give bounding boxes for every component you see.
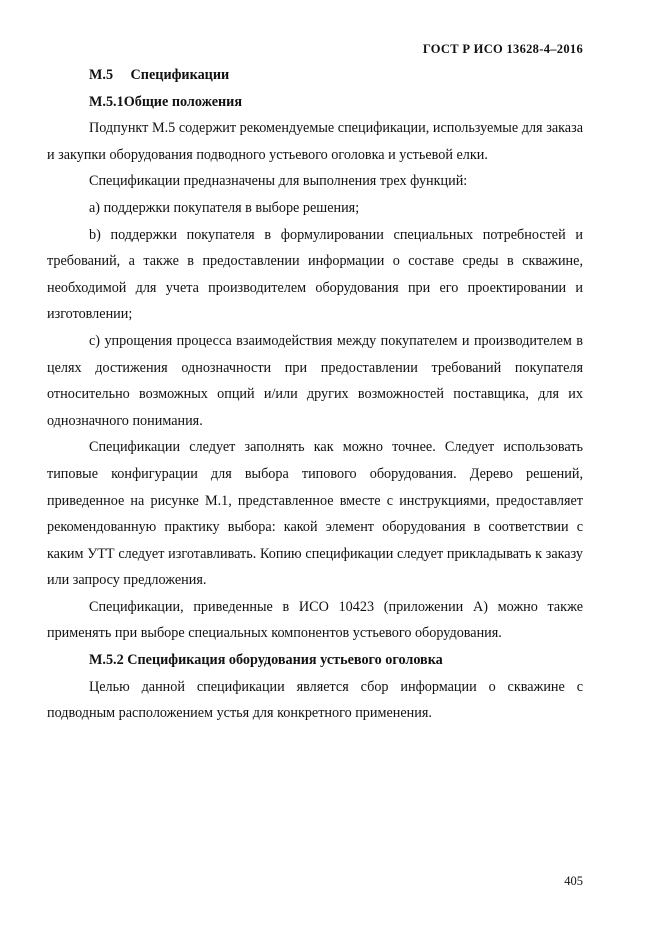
section-title: Спецификация оборудования устьевого оголовка [127, 652, 443, 669]
paragraph: Спецификации следует заполнять как можно точнее. Следует использовать типовые конфигурации для выбора типового оборудования. Дерево решений, приведенное на рисунке М.1, представленное вместе с инструкциями, предоставляет рекомендованную практику выбора: какой элемент оборудования в соответствии с каким УТТ следует изготавливать. Копию спецификации следует прикладывать к заказу или запросу предложения. [47, 439, 583, 589]
document-header: ГОСТ Р ИСО 13628-4–2016 [422, 42, 583, 56]
section-title: Общие положения [123, 93, 243, 110]
page-number: 405 [564, 874, 583, 888]
list-item-a: а) поддержки покупателя в выборе решения; [89, 199, 360, 216]
list-item-b: b) поддержки покупателя в формулировании специальных потребностей и требований, а также в предоставлении информации о составе среды в скважине, необходимой для учета производителем оборудования при его проектировании и изготовлении; [47, 226, 583, 323]
section-number: М.5.1 [89, 93, 124, 110]
section-heading-m51 [47, 89, 583, 116]
section-title: Спецификации [130, 67, 230, 83]
paragraph: Спецификации предназначены для выполнения трех функций: [89, 173, 468, 190]
paragraph: Спецификации, приведенные в ИСО 10423 (приложении А) можно также применять при выборе специальных компонентов устьевого оборудования. [47, 598, 583, 642]
section-number: М.5 [89, 67, 114, 83]
paragraph: Целью данной спецификации является сбор информации о скважине с подводным расположением устья для конкретного применения. [47, 678, 583, 722]
paragraph: Подпункт М.5 содержит рекомендуемые спецификации, используемые для заказа и закупки оборудования подводного устьевого оголовка и устьевой елки. [47, 120, 583, 163]
section-number: М.5.2 [89, 652, 124, 669]
section-heading-m52 [47, 647, 583, 674]
section-heading-m5 [47, 62, 583, 89]
list-item-c: c) упрощения процесса взаимодействия между покупателем и производителем в целях достижения однозначности при предоставлении требований покупателя относительно возможных опций и/или других возможностей поставщика, для их однозначного понимания. [47, 332, 583, 429]
page-body [47, 62, 583, 727]
